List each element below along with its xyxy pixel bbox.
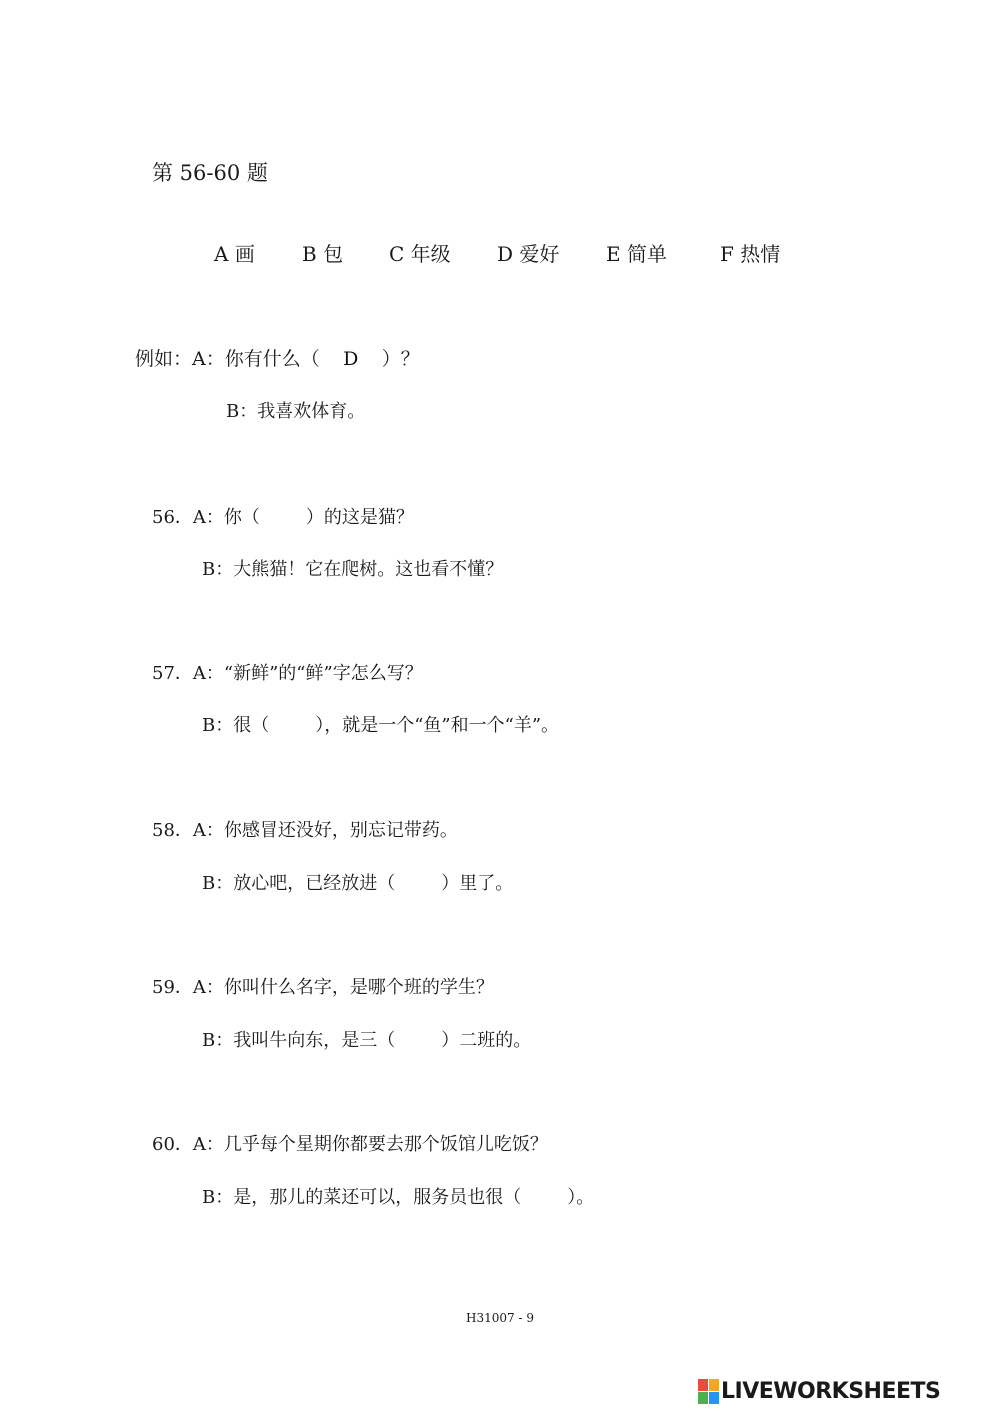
liveworksheets-logo	[698, 1378, 940, 1404]
option-c: C 年级	[389, 242, 451, 266]
logo-badge-cell	[698, 1379, 708, 1391]
q56-line-b: B：大熊猫！它在爬树。这也看不懂？	[202, 559, 504, 580]
option-e: E 简单	[606, 242, 667, 266]
q58-line-a: 58．A：你感冒还没好，别忘记带药。	[152, 820, 458, 841]
q59-line-b: B：我叫牛向东，是三（ ）二班的。	[202, 1030, 532, 1051]
q57-line-a: 57．A：“新鲜”的“鲜”字怎么写？	[152, 663, 423, 684]
q58-line-b: B：放心吧，已经放进（ ）里了。	[202, 873, 514, 894]
section-title: 第 56-60 题	[152, 161, 268, 185]
option-a: A 画	[214, 242, 255, 266]
q57-line-b: B：很（ ），就是一个“鱼”和一个“羊”。	[202, 715, 560, 736]
q60-line-a: 60．A：几乎每个星期你都要去那个饭馆儿吃饭？	[152, 1134, 548, 1155]
question-number: 58．	[152, 820, 193, 841]
page-footer: H31007 - 9	[466, 1311, 534, 1325]
option-f: F 热情	[720, 242, 781, 266]
logo-badge-cell	[709, 1392, 719, 1404]
logo-badge-cell	[709, 1379, 719, 1391]
q56-line-a: 56．A：你（ ）的这是猫？	[152, 507, 414, 528]
q59-line-a: 59．A：你叫什么名字，是哪个班的学生？	[152, 977, 494, 998]
example-answer: D	[343, 348, 359, 370]
question-number: 57．	[152, 663, 193, 684]
logo-badge-icon	[698, 1379, 719, 1404]
question-number: 59．	[152, 977, 193, 998]
question-number: 56．	[152, 507, 193, 528]
option-b: B 包	[302, 242, 344, 266]
question-number: 60．	[152, 1134, 193, 1155]
example-line-b: B：我喜欢体育。	[226, 401, 366, 422]
example-line-a: 例如：A：你有什么（ D ）？	[135, 348, 420, 370]
logo-text: LIVEWORKSHEETS	[721, 1378, 941, 1404]
option-d: D 爱好	[497, 242, 560, 266]
q60-line-b: B：是，那儿的菜还可以，服务员也很（ ）。	[202, 1187, 595, 1208]
logo-badge-cell	[698, 1392, 708, 1404]
